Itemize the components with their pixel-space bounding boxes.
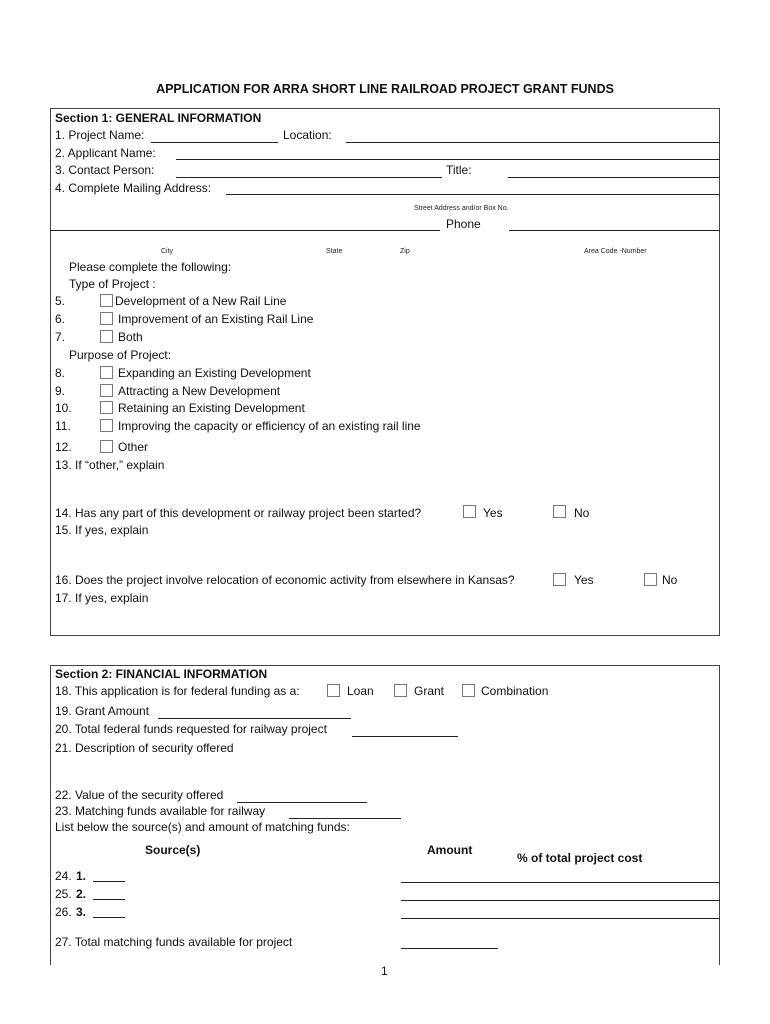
phone-label: Phone: [446, 217, 481, 231]
q5-checkbox[interactable]: [100, 294, 113, 307]
q19-label: 19. Grant Amount: [55, 704, 150, 718]
q10-label: Retaining an Existing Development: [118, 401, 305, 415]
q6-number: 6.: [55, 312, 66, 326]
q16-no-checkbox[interactable]: [644, 573, 657, 586]
q18-label: 18. This application is for federal funding as a:: [55, 684, 300, 698]
total-matching-funds-field[interactable]: [401, 948, 498, 949]
q7-checkbox[interactable]: [100, 330, 113, 343]
purpose-label: Purpose of Project:: [69, 348, 172, 362]
q21-label: 21. Description of security offered: [55, 741, 234, 755]
q14-label: 14. Has any part of this development or railway project been started?: [55, 506, 422, 520]
q12-checkbox[interactable]: [100, 440, 113, 453]
matching-funds-field[interactable]: [289, 818, 401, 819]
area-code-caption: Area Code -Number: [584, 248, 647, 255]
combination-checkbox[interactable]: [462, 684, 475, 697]
contact-person-field[interactable]: [176, 177, 442, 178]
page-title: APPLICATION FOR ARRA SHORT LINE RAILROAD PROJECT GRANT FUNDS: [156, 82, 614, 96]
q11-number: 11.: [55, 419, 71, 433]
grant-label: Grant: [414, 684, 445, 698]
sources-header: Source(s): [145, 843, 201, 857]
q15-label: 15. If yes, explain: [55, 523, 149, 537]
section-1-heading: Section 1: GENERAL INFORMATION: [55, 111, 262, 125]
q9-checkbox[interactable]: [100, 384, 113, 397]
row-24-source-field[interactable]: [93, 881, 125, 882]
q5-number: 5.: [55, 294, 66, 308]
mailing-address-field[interactable]: [226, 194, 720, 195]
street-address-caption: Street Address and/or Box No.: [414, 205, 509, 212]
q14-yes-checkbox[interactable]: [463, 505, 476, 518]
row-24-amount-field[interactable]: [401, 882, 720, 883]
row-26-number: 26.: [55, 905, 72, 919]
page-number: 1: [381, 964, 388, 978]
row-25-source-field[interactable]: [93, 899, 125, 900]
zip-caption: Zip: [400, 248, 410, 255]
grant-checkbox[interactable]: [394, 684, 407, 697]
q14-yes-label: Yes: [483, 506, 503, 520]
q6-checkbox[interactable]: [100, 312, 113, 325]
row-24-number: 24.: [55, 869, 72, 883]
federal-funds-field[interactable]: [352, 736, 458, 737]
q8-number: 8.: [55, 366, 66, 380]
q27-label: 27. Total matching funds available for project: [55, 935, 293, 949]
location-label: Location:: [283, 128, 332, 142]
q16-no-label: No: [662, 573, 678, 587]
row-26-amount-field[interactable]: [401, 918, 720, 919]
q20-label: 20. Total federal funds requested for railway project: [55, 722, 327, 736]
q7-number: 7.: [55, 330, 66, 344]
q23-label: 23. Matching funds available for railway: [55, 804, 266, 818]
q16-yes-checkbox[interactable]: [553, 573, 566, 586]
state-caption: State: [326, 248, 343, 255]
q9-number: 9.: [55, 384, 66, 398]
q11-label: Improving the capacity or efficiency of an existing rail line: [118, 419, 421, 433]
q6-label: Improvement of an Existing Rail Line: [118, 312, 314, 326]
grant-amount-field[interactable]: [158, 718, 351, 719]
row-25-amount-field[interactable]: [401, 900, 720, 901]
title-field[interactable]: [508, 177, 720, 178]
applicant-name-field[interactable]: [176, 159, 720, 160]
security-value-field[interactable]: [237, 802, 367, 803]
combination-label: Combination: [481, 684, 549, 698]
city-caption: City: [161, 248, 174, 255]
q11-checkbox[interactable]: [100, 419, 113, 432]
type-of-project-label: Type of Project :: [69, 277, 156, 291]
list-below-text: List below the source(s) and amount of matching funds:: [55, 820, 350, 834]
project-name-label: 1. Project Name:: [55, 128, 145, 142]
location-field[interactable]: [346, 142, 720, 143]
q14-no-checkbox[interactable]: [553, 505, 566, 518]
row-26-index: 3.: [76, 905, 87, 919]
q10-number: 10.: [55, 401, 72, 415]
q16-yes-label: Yes: [574, 573, 594, 587]
row-25-number: 25.: [55, 887, 72, 901]
phone-field[interactable]: [509, 230, 720, 231]
contact-person-label: 3. Contact Person:: [55, 163, 155, 177]
applicant-name-label: 2. Applicant Name:: [55, 146, 156, 160]
q12-label: Other: [118, 440, 149, 454]
row-24-index: 1.: [76, 869, 87, 883]
row-25-index: 2.: [76, 887, 87, 901]
please-complete-text: Please complete the following:: [69, 260, 232, 274]
q16-label: 16. Does the project involve relocation of economic activity from elsewhere in Kansas?: [55, 573, 515, 587]
loan-checkbox[interactable]: [327, 684, 340, 697]
q9-label: Attracting a New Development: [118, 384, 281, 398]
q10-checkbox[interactable]: [100, 401, 113, 414]
q8-label: Expanding an Existing Development: [118, 366, 311, 380]
amount-header: Amount: [427, 843, 473, 857]
loan-label: Loan: [347, 684, 374, 698]
q17-label: 17. If yes, explain: [55, 591, 149, 605]
percent-header: % of total project cost: [517, 851, 643, 865]
mailing-address-label: 4. Complete Mailing Address:: [55, 181, 212, 195]
q5-label: Development of a New Rail Line: [115, 294, 287, 308]
q7-label: Both: [118, 330, 143, 344]
section-2-heading: Section 2: FINANCIAL INFORMATION: [55, 667, 268, 681]
q12-number: 12.: [55, 440, 72, 454]
row-26-source-field[interactable]: [93, 917, 125, 918]
title-label: Title:: [446, 163, 472, 177]
project-name-field[interactable]: [151, 142, 278, 143]
q14-no-label: No: [574, 506, 590, 520]
q22-label: 22. Value of the security offered: [55, 788, 224, 802]
q13-label: 13. If “other,” explain: [55, 458, 165, 472]
q8-checkbox[interactable]: [100, 366, 113, 379]
city-state-zip-field[interactable]: [50, 230, 440, 231]
